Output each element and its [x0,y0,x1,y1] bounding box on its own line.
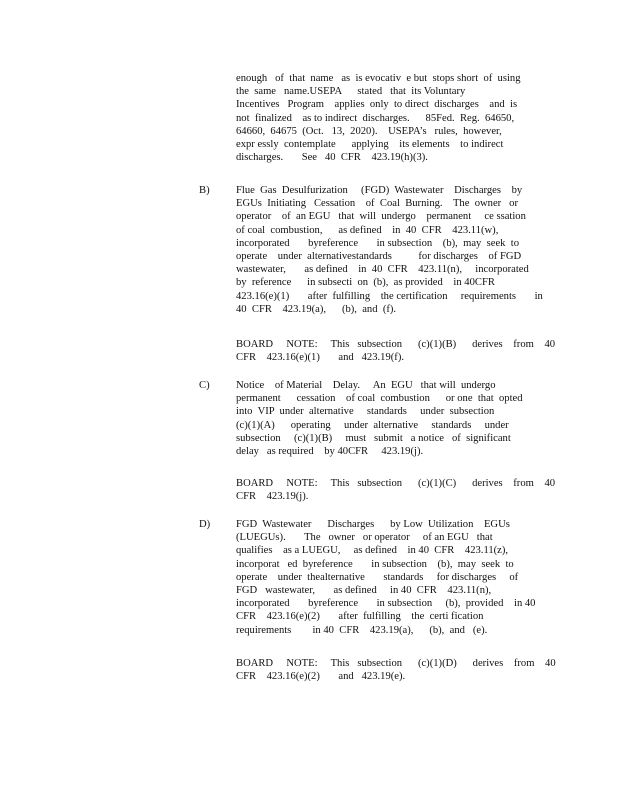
text-line: EGUs Initiating Cessation of Coal Burning. The owner or [236,198,518,210]
text-line: Notice of Material Delay. An EGU that will undergo [236,380,496,391]
text-line: operate under thealternative standards for discharges of [236,571,519,583]
text-line: BOARD NOTE: This subsection (c)(1)(B) derives from 40 [236,339,556,350]
text-line: expr essly contemplate applying its elements to indirect [236,139,504,151]
item-label-d: D) [199,519,211,530]
text-line: incorporated byreference in subsection (b), provided in 40 [236,598,536,610]
item-c-board-note [236,477,556,503]
text-line: BOARD NOTE: This subsection (c)(1)(D) derives from 40 [236,658,556,669]
text-line: (LUEGUs). The owner or operator of an EGU that [236,532,493,544]
text-line: by reference in subsecti on (b), as provided in 40CFR [236,277,495,289]
text-line: (c)(1)(A) operating under alternative standards under [236,419,509,431]
text-line: the same name.USEPA stated that its Voluntary [236,86,466,98]
text-line: wastewater, as defined in 40 CFR 423.11(n), incorporated [236,264,529,276]
text-line: Incentives Program applies only to direct discharges and is [236,99,518,111]
text-line: incorporated byreference in subsection (b), may seek to [236,237,519,249]
text-line: requirements in 40 CFR 423.19(a), (b), and (e). [236,624,488,636]
text-line: operate under alternativestandards for discharges of FGD [236,251,522,263]
item-d-board-note [236,657,556,683]
text-line: CFR 423.16(e)(2) and 423.19(e). [236,671,406,683]
text-line: enough of that name as is evocativ e but stops short of using [236,73,521,84]
text-line: FGD wastewater, as defined in 40 CFR 423.11(n), [236,585,492,597]
text-line: CFR 423.16(e)(2) after fulfilling the certi fication [236,611,484,623]
text-line: subsection (c)(1)(B) must submit a notice of significant [236,432,511,444]
text-line: CFR 423.16(e)(1) and 423.19(f). [236,352,405,364]
text-line: into VIP under alternative standards under subsection [236,406,495,418]
text-line: of coal combustion, as defined in 40 CFR 423.11(w), [236,224,499,236]
text-line: Flue Gas Desulfurization (FGD) Wastewater Discharges by [236,185,523,196]
text-line: operator of an EGU that will undergo permanent ce ssation [236,211,526,223]
text-line: FGD Wastewater Discharges by Low Utilization EGUs [236,519,510,530]
intro-paragraph [236,72,522,164]
item-b-paragraph [236,184,543,316]
item-c-paragraph [236,379,522,458]
text-line: 423.16(e)(1) after fulfilling the certification requirements in [236,290,543,302]
item-d-paragraph [236,518,536,637]
text-line: qualifies as a LUEGU, as defined in 40 CFR 423.11(z), [236,545,509,557]
item-label-b: B) [199,185,210,196]
text-line: incorporat ed byreference in subsection (b), may seek to [236,558,514,570]
text-line: 40 CFR 423.19(a), (b), and (f). [236,303,397,315]
text-line: discharges. See 40 CFR 423.19(h)(3). [236,152,428,164]
text-line: BOARD NOTE: This subsection (c)(1)(C) derives from 40 [236,478,556,489]
item-b-board-note [236,338,556,364]
item-label-c: C) [199,380,210,391]
text-line: 64660, 64675 (Oct. 13, 2020). USEPA’s rules, however, [236,125,502,137]
text-line: delay as required by 40CFR 423.19(j). [236,446,424,458]
text-line: permanent cessation of coal combustion or one that opted [236,393,523,405]
text-line: not finalized as to indirect discharges. 85Fed. Reg. 64650, [236,112,515,124]
text-line: CFR 423.19(j). [236,491,309,503]
